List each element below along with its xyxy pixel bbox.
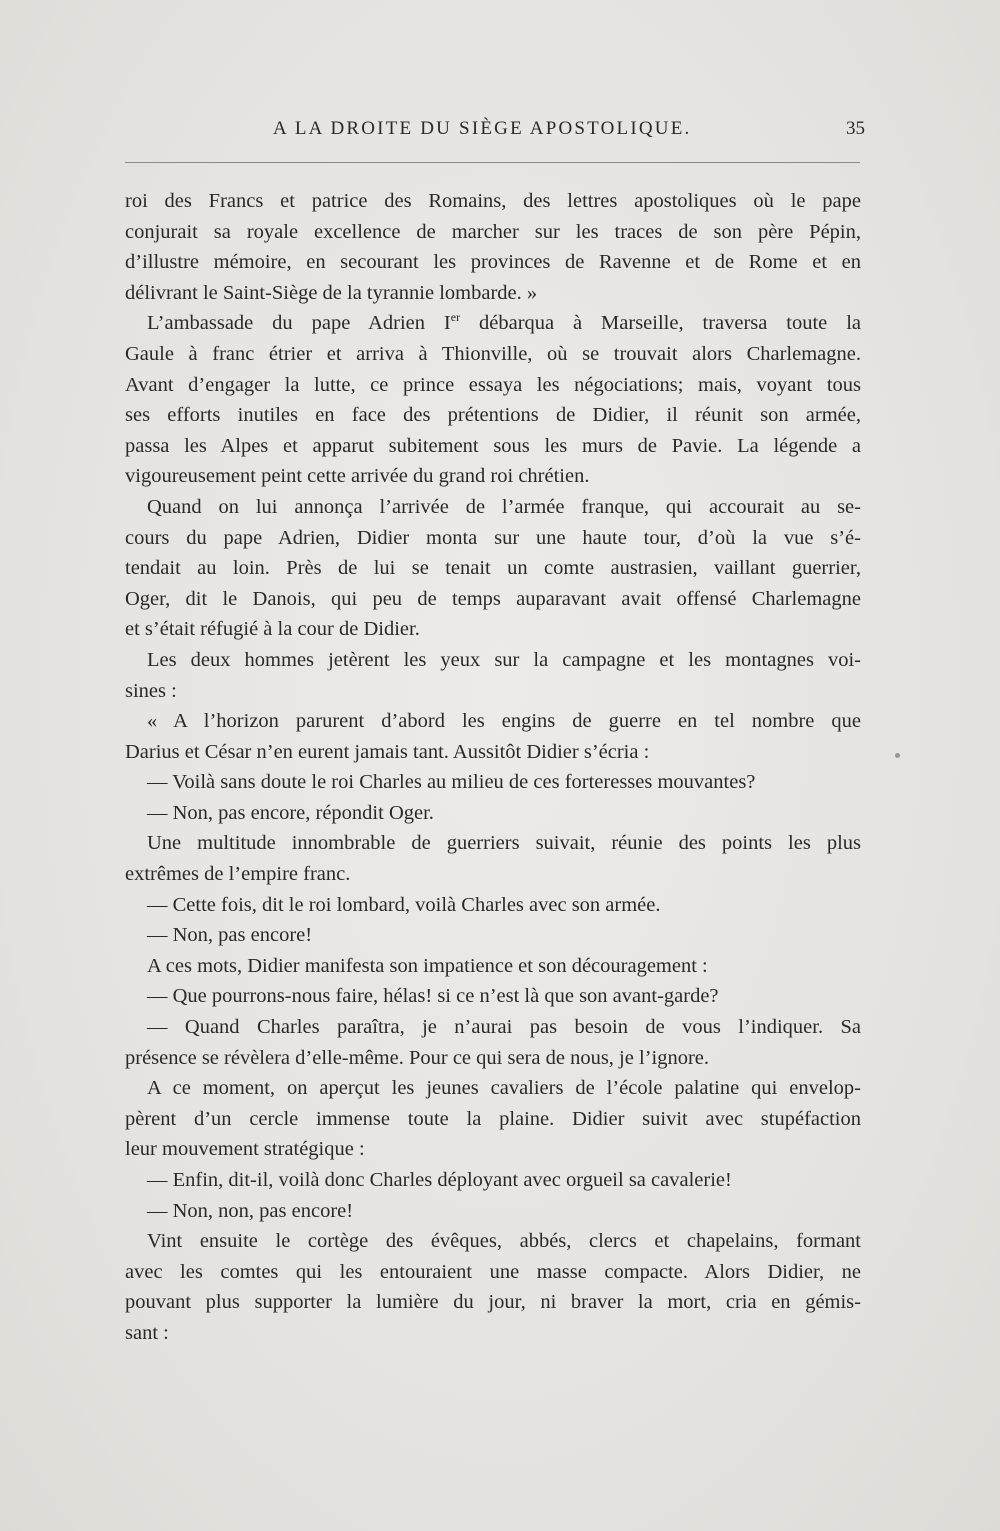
text-line: avec les comtes qui les entouraient une masse compacte. Alors Didier, ne [125,1260,861,1283]
text-line: ses efforts inutiles en face des prétentions de Didier, il réunit son armée, [125,404,861,427]
text-line: — Non, non, pas encore! [147,1199,354,1222]
text-line: Quand on lui annonça l’arrivée de l’armée franque, qui accourait au se- [147,495,861,518]
text-line: roi des Francs et patrice des Romains, des lettres apostoliques où le pape [125,190,861,212]
text-line: Les deux hommes jetèrent les yeux sur la campagne et les montagnes voi- [147,648,861,671]
text-line: — Que pourrons-nous faire, hélas! si ce n’est là que son avant-garde? [147,985,719,1008]
text-line: extrêmes de l’empire franc. [125,863,351,886]
text-line: tendait au loin. Près de lui se tenait un comte austrasien, vaillant guerrier, [125,557,861,580]
running-head [125,118,865,148]
text-line: A ce moment, on aperçut les jeunes cavaliers de l’école palatine qui envelop- [147,1077,861,1100]
text-line: A ces mots, Didier manifesta son impatience et son découragement : [147,954,708,977]
text-line: et s’était réfugié à la cour de Didier. [125,618,420,641]
text-line: Une multitude innombrable de guerriers suivait, réunie des points les plus [147,832,861,855]
text-line: sines : [125,679,177,702]
text-line: — Quand Charles paraîtra, je n’aurai pas besoin de vous l’indiquer. Sa [147,1016,861,1039]
text-line: présence se révèlera d’elle-même. Pour ce qui sera de nous, je l’ignore. [125,1046,709,1069]
text-line: pèrent d’un cercle immense toute la plaine. Didier suivit avec stupéfaction [125,1107,861,1130]
text-line: — Cette fois, dit le roi lombard, voilà Charles avec son armée. [147,893,661,916]
text-line: — Enfin, dit-il, voilà donc Charles déployant avec orgueil sa cavalerie! [147,1169,732,1191]
text-line: Vint ensuite le cortège des évêques, abbés, clercs et chapelains, formant [147,1230,861,1253]
text-line: d’illustre mémoire, en secourant les provinces de Ravenne et de Rome et en [125,251,861,274]
text-line: passa les Alpes et apparut subitement sous les murs de Pavie. La légende a [125,434,861,457]
body-text [125,186,861,1349]
text-line: pouvant plus supporter la lumière du jour, ni braver la mort, cria en gémis- [125,1291,861,1314]
text-line: L’ambassade du pape Adrien Ier débarqua à Marseille, traversa toute la [147,310,861,335]
text-line: — Non, pas encore! [147,924,313,947]
text-line: cours du pape Adrien, Didier monta sur une haute tour, d’où la vue s’é- [125,526,861,549]
text-line: — Voilà sans doute le roi Charles au milieu de ces forteresses mouvantes? [147,771,756,794]
text-line: — Non, pas encore, répondit Oger. [147,801,434,824]
text-line: délivrant le Saint-Siège de la tyrannie lombarde. » [125,281,538,304]
text-line: Oger, dit le Danois, qui peu de temps auparavant avait offensé Charlemagne [125,587,861,610]
page-number: 35 [846,118,865,139]
text-line: Gaule à franc étrier et arriva à Thionville, où se trouvait alors Charlemagne. [125,342,861,365]
paper-speck [895,753,900,758]
header-rule [125,162,860,163]
text-line: Avant d’engager la lutte, ce prince essaya les négociations; mais, voyant tous [125,373,861,396]
text-line: conjurait sa royale excellence de marcher sur les traces de son père Pépin, [125,220,861,243]
text-line: leur mouvement stratégique : [125,1138,365,1161]
text-line: « A l’horizon parurent d’abord les engins de guerre en tel nombre que [147,710,861,733]
text-line: vigoureusement peint cette arrivée du grand roi chrétien. [125,465,590,488]
running-title: A LA DROITE DU SIÈGE APOSTOLIQUE. [273,118,692,139]
text-line: Darius et César n’en eurent jamais tant. Aussitôt Didier s’écria : [125,740,650,763]
text-line: sant : [125,1321,169,1344]
